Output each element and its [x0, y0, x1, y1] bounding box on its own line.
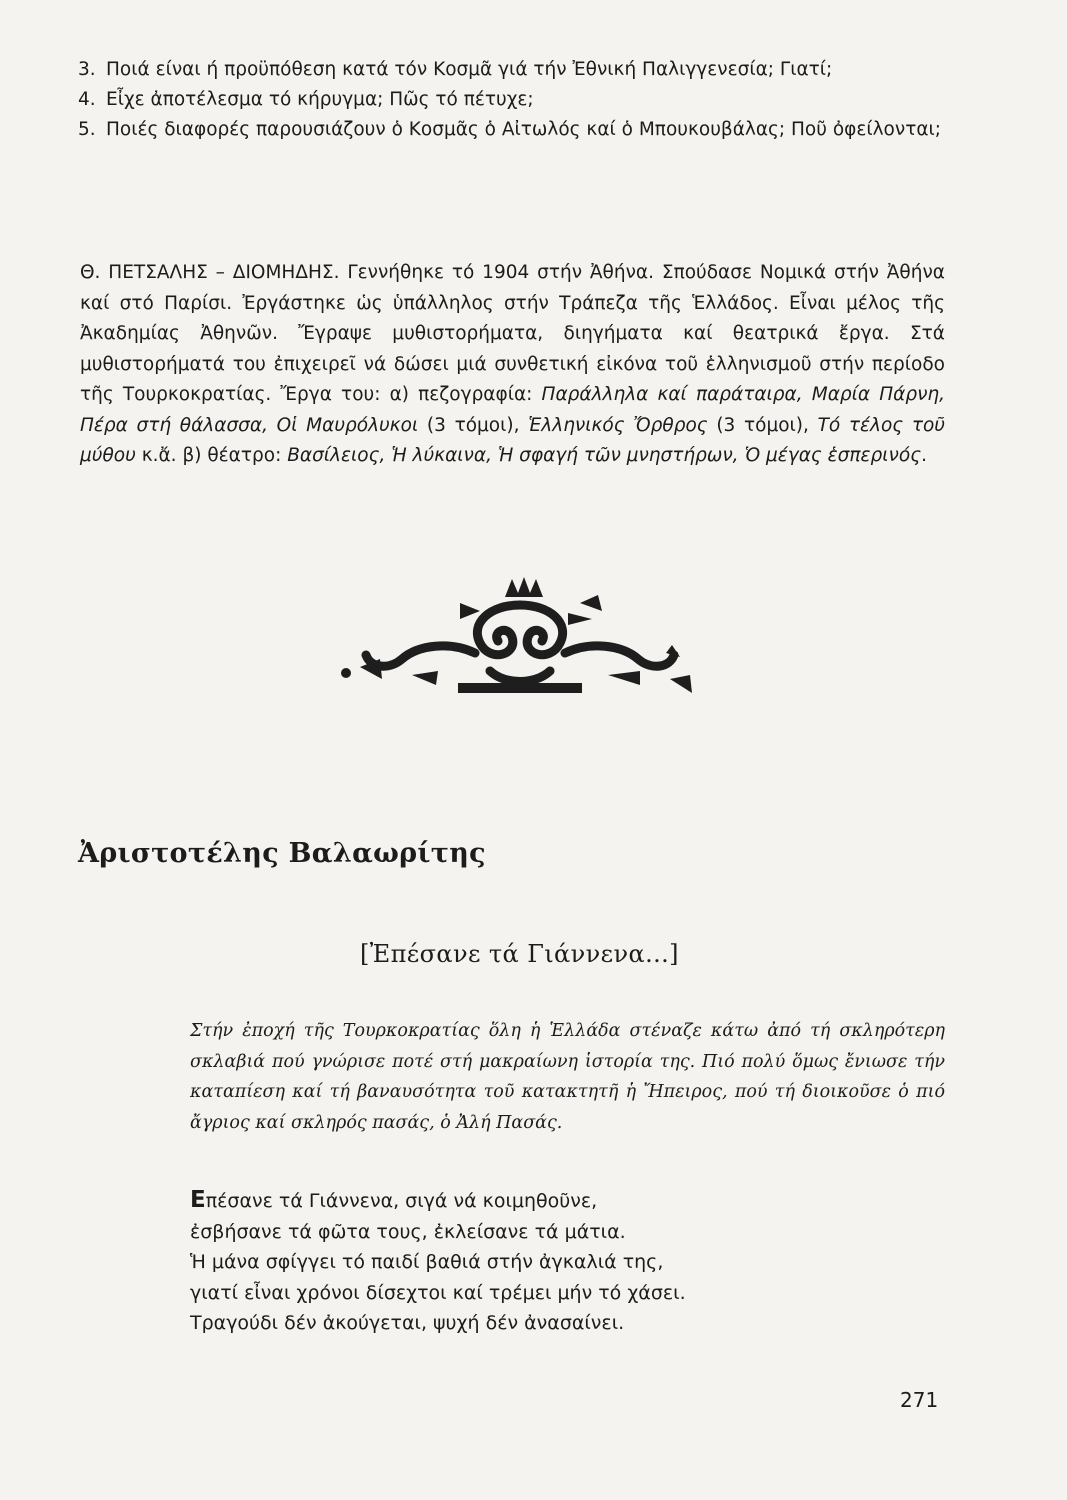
prose-works-2: Ἑλληνικός Ὄρθρος	[528, 414, 708, 436]
question-text: Ποιά είναι ή προϋπόθεση κατά τόν Κοσμᾶ γιά τήν Ἐθνική Παλιγγενεσία; Γιατί;	[106, 59, 833, 80]
question-number: 4.	[78, 89, 96, 110]
question-item	[78, 116, 958, 144]
poem-line: Τραγούδι δέν ἀκούγεται, ψυχή δέν ἀνασαίνει.	[190, 1312, 625, 1334]
volumes-note-1: (3 τόμοι),	[418, 414, 529, 436]
question-text: Ποιές διαφορές παρουσιάζουν ὁ Κοσμᾶς ὁ Αἰτωλός καί ὁ Μπουκουβάλας; Ποῦ ὀφείλονται;	[106, 119, 942, 140]
poem-line: γιατί εἶναι χρόνοι δίσεχτοι καί τρέμει μήν τό χάσει.	[190, 1281, 686, 1304]
question-text: Εἶχε ἀποτέλεσμα τό κήρυγμα; Πῶς τό πέτυχε;	[106, 89, 534, 110]
question-list	[78, 56, 958, 146]
drop-cap: Ε	[190, 1187, 206, 1213]
page-number: 271	[900, 1388, 939, 1412]
ornament-icon	[340, 575, 700, 700]
author-heading: Ἀριστοτέλης Βαλαωρίτης	[78, 838, 486, 869]
question-item	[78, 56, 958, 84]
poem-line: Ἡ μάνα σφίγγει τό παιδί βαθιά στήν ἀγκαλιά της,	[190, 1251, 664, 1273]
poem-title: [Ἐπέσανε τά Γιάννενα...]	[360, 940, 679, 968]
bio-intro: Θ. ΠΕΤΣΑΛΗΣ – ΔΙΟΜΗΔΗΣ. Γεννήθηκε τό 1904 στήν Ἀθήνα. Σπούδασε Νομικά στήν Ἀθήνα καί στό Παρίσι. Ἐργάστηκε ὡς ὑπάλληλος στήν Τράπεζα τῆς Ἑλλάδος. Εἶναι μέλος τῆς Ἀκαδημίας Ἀθηνῶν. Ἔγραψε μυθιστορήματα, διηγήματα καί θεατρικά ἔργα. Στά μυθιστορήματά του ἐπιχειρεῖ νά δώσει μιά συνθετική εἰκόνα τοῦ ἑλληνισμοῦ στήν περίοδο τῆς Τουρκοκρατίας. Ἔργα του: α) πεζογραφία:	[80, 262, 945, 405]
question-number: 5.	[78, 119, 96, 140]
question-number: 3.	[78, 59, 96, 80]
poem-line	[190, 1185, 686, 1217]
author-biography	[80, 258, 945, 472]
theatre-label: κ.ἄ. β) θέατρο:	[135, 445, 288, 466]
prose-works-3: Τό τέλος τοῦ μύθου	[80, 414, 945, 466]
theatre-works: Βασίλειος, Ἡ λύκαινα, Ἡ σφαγή τῶν μνηστήρων, Ὁ μέγας ἑσπερινός	[287, 445, 922, 466]
volumes-note-2: (3 τόμοι),	[707, 414, 818, 436]
poem-line-text: πέσανε τά Γιάννενα, σιγά νά κοιμηθοῦνε,	[205, 1190, 598, 1212]
poem-text	[190, 1185, 686, 1339]
poem-line: ἐσβήσανε τά φῶτα τους, ἐκλείσανε τά μάτια.	[190, 1220, 626, 1243]
bio-end: .	[921, 445, 927, 466]
poem-introduction: Στήν ἐποχή τῆς Τουρκοκρατίας ὅλη ἡ Ἑλλάδα στέναζε κάτω ἀπό τή σκληρότερη σκλαβιά πού γνώρισε ποτέ στή μακραίωνη ἱστορία της. Πιό πολύ ὅμως ἔνιωσε τήν καταπίεση καί τή βαναυσότητα τοῦ κατακτητῆ ἡ Ἤπειρος, πού τή διοικοῦσε ὁ πιό ἄγριος καί σκληρός πασάς, ὁ Ἀλή Πασάς.	[190, 1021, 945, 1133]
question-item	[78, 86, 958, 114]
prose-works-1: Παράλληλα καί παράταιρα, Μαρία Πάρνη, Πέρα στή θάλασσα, Οἱ Μαυρόλυκοι	[80, 384, 946, 436]
